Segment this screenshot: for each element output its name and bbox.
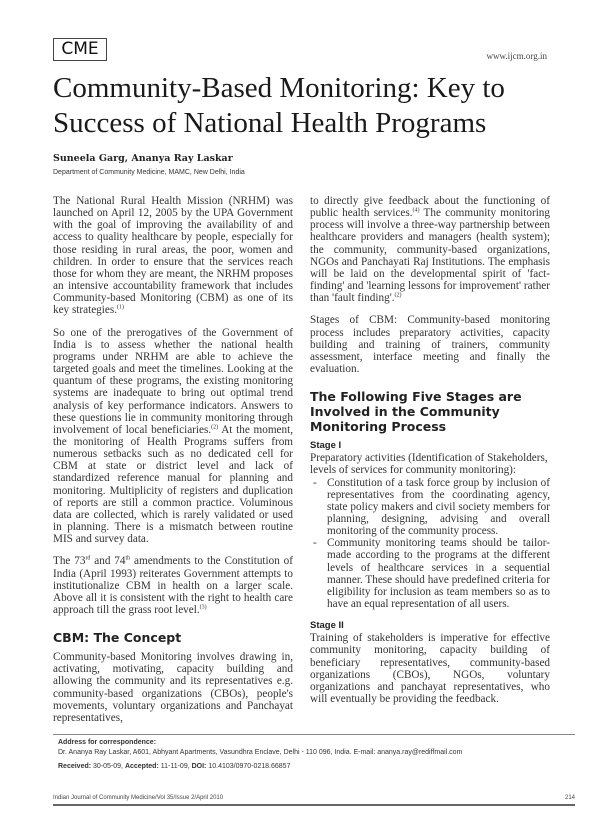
- stage-list: [310, 477, 550, 611]
- paragraph-text: At the moment, the monitoring of Health Programs suffers from numerous setbacks such as no dedicated cell for CBM at state or district level and lack of standardized reference manual for planning and monitoring. Multiplicity of registers and duplication of reports are still a common practice. Voluminous data are collected, which is rarely validated or used in planning. There is a mismatch between routine MIS and survey data.: [53, 423, 293, 546]
- received-label: Received:: [58, 763, 92, 771]
- doi-label: DOI:: [191, 763, 207, 771]
- section-heading: CBM: The Concept: [53, 630, 182, 646]
- page-header: [53, 38, 575, 61]
- authors: Suneela Garg, Ananya Ray Laskar: [53, 153, 233, 164]
- section-heading: The Following Five Stages are Involved in the Community Monitoring Process: [310, 389, 522, 435]
- paragraph: Stages of CBM: Community-based monitoring process includes preparatory activities, capacity building and training of trainers, community assessment, interface meeting and finally the evaluation.: [310, 314, 550, 376]
- footer-divider: [53, 804, 575, 806]
- doi-value[interactable]: 10.4103/0970-0218.66857: [206, 763, 291, 771]
- section-label: CME: [53, 38, 107, 61]
- paragraph: Preparatory activities (Identification of Stakeholders, levels of services for community monitoring):: [310, 452, 548, 477]
- paragraph: [53, 555, 293, 616]
- accepted-date: 11-11-09,: [158, 763, 192, 771]
- accepted-label: Accepted:: [124, 763, 159, 771]
- journal-citation: Indian Journal of Community Medicine/Vol 35/Issue 2/April 2010: [53, 795, 224, 802]
- page-footer: [53, 794, 575, 802]
- reference-marker[interactable]: (3): [199, 604, 207, 611]
- paragraph: Training of stakeholders is imperative for effective community monitoring, capacity building of beneficiary representatives, community-based organizations (CBOs), NGOs, voluntary organizations and panchayat representatives, who will eventually be providing the feedback.: [310, 632, 550, 705]
- paragraph: [53, 327, 293, 546]
- ordinal-suffix: th: [125, 555, 131, 562]
- article-body: [53, 195, 575, 734]
- received-date: 30-05-09,: [91, 763, 125, 771]
- paragraph: [310, 195, 550, 304]
- list-item: - Constitution of a task force group by inclusion of representatives from the coordinating agency, state policy makers and civil society members for planning, designing, advising and overall monitoring of the community process.: [310, 477, 550, 538]
- correspondence-address: Dr. Ananya Ray Laskar, A601, Abhyant Apartments, Vasundhra Enclave, Delhi - 110 096, India. E-mail: ananya.ray@rediffmail.com: [58, 749, 463, 757]
- paragraph-text: amendments to the Constitution of India (April 1993) reiterates Government attempts to institutionalize CBM in health on a larger scale. Above all it is consistent with the right to health care approach till the grass root level.: [53, 555, 293, 616]
- reference-marker[interactable]: (4): [412, 207, 420, 214]
- reference-marker[interactable]: (1): [117, 304, 124, 311]
- journal-url[interactable]: www.ijcm.org.in: [486, 51, 547, 61]
- article-title: Community-Based Monitoring: Key to Success of National Health Programs: [53, 72, 505, 139]
- paragraph-text: to directly give feedback about the functioning of public health services.: [310, 195, 550, 220]
- paragraph-text: The community monitoring process will involve a three-way partnership between healthcare providers and managers (health system); the community, community-based organizations, NGOs and Panchayati Raj Institutions. The emphasis will be laid on the developmental spirit of 'fact-finding' and 'learning lessons for improvement' rather than 'fault finding'.: [310, 207, 550, 305]
- ordinal-suffix: rd: [85, 555, 91, 562]
- right-column: [310, 195, 550, 715]
- paragraph: [53, 195, 293, 317]
- correspondence: [58, 738, 575, 772]
- left-column: [53, 195, 293, 734]
- correspondence-label: Address for correspondence:: [58, 739, 157, 747]
- page-number: 214: [564, 795, 575, 802]
- reference-marker[interactable]: (2): [394, 292, 402, 299]
- paragraph-text: The National Rural Health Mission (NRHM) was launched on April 12, 2005 by the UPA Government with the goal of improving the availability of and access to quality healthcare by people, especially for those residing in rural areas, the poor, women and children. In order to ensure that the services reach those for whom they are meant, the NRHM proposes an intensive accountability framework that includes Community-based Monitoring (CBM) as one of its key strategies.: [53, 195, 293, 317]
- paragraph-text: and 74: [90, 555, 126, 568]
- divider: [53, 734, 575, 735]
- stage-heading: Stage II: [310, 620, 344, 632]
- reference-marker[interactable]: (2): [211, 424, 219, 431]
- paragraph: Community-based Monitoring involves drawing in, activating, motivating, capacity building and allowing the community and its representatives e.g. community-based organizations (CBOs), people's movements, voluntary organizations and Panchayat representatives,: [53, 651, 293, 724]
- list-item: - Community monitoring teams should be tailor-made according to the programs at the different levels of healthcare services in a sequential manner. These should have predefined criteria for eligibility for inclusion as team members so as to have an equal representation of all users.: [310, 537, 550, 610]
- affiliation: Department of Community Medicine, MAMC, New Delhi, India: [53, 169, 245, 176]
- paragraph-text: The 73: [53, 555, 86, 568]
- paragraph-text: So one of the prerogatives of the Government of India is to assess whether the national health programs under NRHM are able to achieve the targeted goals and meet the timelines. Looking at the quantum of these programs, the existing monitoring systems are inadequate to bring out optimal trend analysis of key performance indicators. Answers to these questions lie in community monitoring through involvement of local beneficiaries.: [53, 326, 293, 436]
- article-dates: [58, 762, 575, 772]
- stage-heading: Stage I: [310, 440, 342, 452]
